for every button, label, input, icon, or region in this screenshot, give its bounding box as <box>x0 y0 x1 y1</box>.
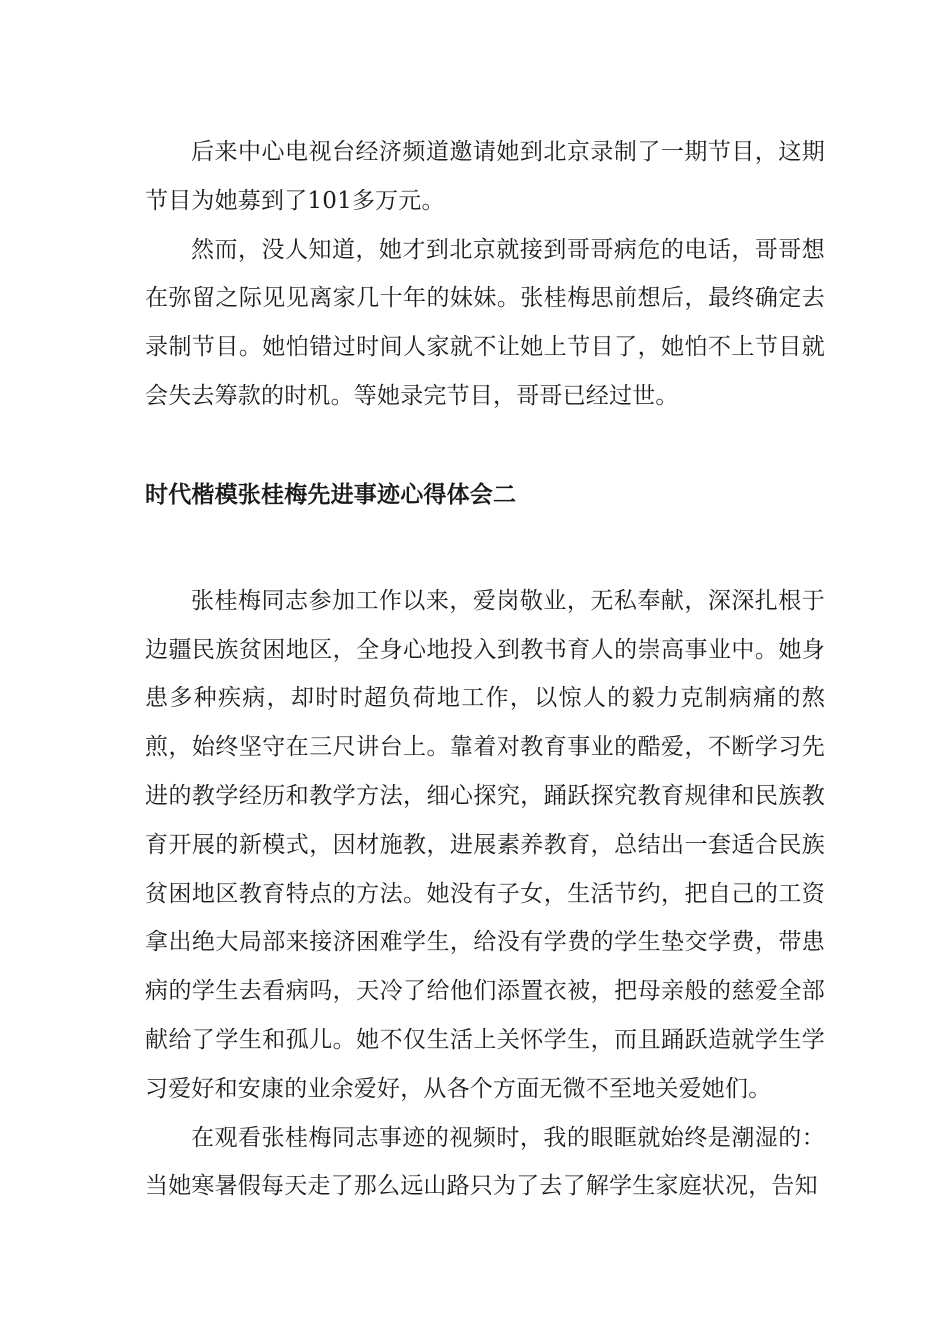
section-heading: 时代楷模张桂梅先进事迹心得体会二 <box>145 480 517 508</box>
paragraph: 张桂梅同志参加工作以来，爱岗敬业，无私奉献，深深扎根于边疆民族贫困地区，全身心地投入到教书育人的崇高事业中。她身患多种疾病，却时时超负荷地工作，以惊人的毅力克制病痛的熬煎，始终坚守在三尺讲台上。靠着对教育事业的酷爱，不断学习先进的教学经历和教学方法，细心探究，踊跃探究教育规律和民族教育开展的新模式，因材施教，进展素养教育，总结出一套适合民族贫困地区教育特点的方法。她没有子女，生活节约，把自己的工资拿出绝大局部来接济困难学生，给没有学费的学生垫交学费，带患病的学生去看病吗，天冷了给他们添置衣被，把母亲般的慈爱全部献给了学生和孤儿。她不仅生活上关怀学生，而且踊跃造就学生学习爱好和安康的业余爱好，从各个方面无微不至地关爱她们。 <box>145 587 825 1102</box>
document-page <box>145 128 825 1211</box>
paragraph: 然而，没人知道，她才到北京就接到哥哥病危的电话，哥哥想在弥留之际见见离家几十年的妹妹。张桂梅思前想后，最终确定去录制节目。她怕错过时间人家就不让她上节目了，她怕不上节目就会失去筹款的时机。等她录完节目，哥哥已经过世。 <box>145 236 825 409</box>
paragraph: 后来中心电视台经济频道邀请她到北京录制了一期节目，这期节目为她募到了101多万元。 <box>145 139 825 214</box>
paragraph: 在观看张桂梅同志事迹的视频时，我的眼眶就始终是潮湿的：当她寒暑假每天走了那么远山路只为了去了解学生家庭状况，告知 <box>145 1124 825 1200</box>
